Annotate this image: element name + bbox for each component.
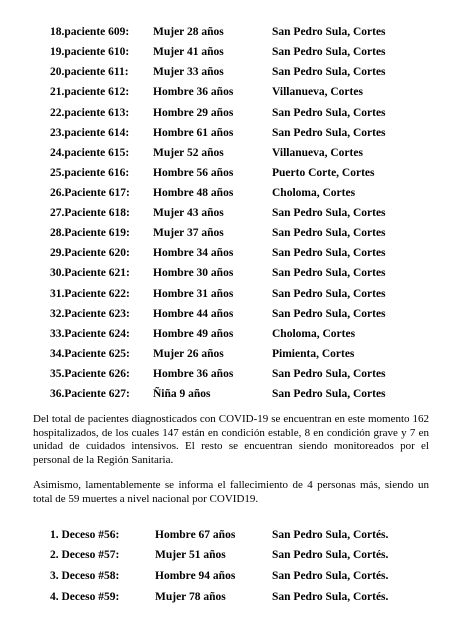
patient-desc: Hombre 30 años [153, 267, 234, 279]
patient-place: San Pedro Sula, Cortes [272, 288, 386, 300]
patient-desc: Mujer 33 años [153, 66, 224, 78]
patient-desc: Hombre 29 años [153, 107, 234, 119]
patient-id: 29.Paciente 620: [50, 247, 130, 259]
patient-desc: Hombre 36 años [153, 86, 234, 98]
patient-place: San Pedro Sula, Cortes [272, 46, 386, 58]
death-place: San Pedro Sula, Cortés. [272, 591, 389, 603]
patient-id: 34.Paciente 625: [50, 348, 130, 360]
patient-id: 18.paciente 609: [50, 26, 130, 38]
patient-desc: Hombre 31 años [153, 288, 234, 300]
patient-place: San Pedro Sula, Cortes [272, 368, 386, 380]
death-desc: Hombre 94 años [155, 570, 236, 582]
patient-desc: Hombre 61 años [153, 127, 234, 139]
death-id: 3. Deceso #58: [50, 570, 120, 582]
patient-place: San Pedro Sula, Cortes [272, 388, 386, 400]
patient-id: 36.Paciente 627: [50, 388, 130, 400]
patient-place: San Pedro Sula, Cortes [272, 267, 386, 279]
patient-id: 26.Paciente 617: [50, 187, 130, 199]
death-desc: Hombre 67 años [155, 529, 236, 541]
patient-desc: Mujer 41 años [153, 46, 224, 58]
patient-place: San Pedro Sula, Cortes [272, 66, 386, 78]
death-desc: Mujer 78 años [155, 591, 226, 603]
patient-id: 35.Paciente 626: [50, 368, 130, 380]
patient-place: Villanueva, Cortes [272, 147, 363, 159]
patient-place: Pimienta, Cortes [272, 348, 355, 360]
patient-id: 31.Paciente 622: [50, 288, 130, 300]
death-place: San Pedro Sula, Cortés. [272, 549, 389, 561]
patient-id: 20.paciente 611: [50, 66, 129, 78]
patient-place: San Pedro Sula, Cortes [272, 207, 386, 219]
patient-place: Puerto Corte, Cortes [272, 167, 375, 179]
patient-desc: Hombre 44 años [153, 308, 234, 320]
patient-place: San Pedro Sula, Cortes [272, 308, 386, 320]
patient-desc: Hombre 48 años [153, 187, 234, 199]
patient-id: 19.paciente 610: [50, 46, 130, 58]
patient-id: 23.paciente 614: [50, 127, 130, 139]
patient-desc: Mujer 37 años [153, 227, 224, 239]
death-id: 4. Deceso #59: [50, 591, 120, 603]
patient-desc: Mujer 26 años [153, 348, 224, 360]
patient-desc: Hombre 36 años [153, 368, 234, 380]
patient-id: 27.Paciente 618: [50, 207, 130, 219]
patient-id: 21.paciente 612: [50, 86, 130, 98]
patient-place: San Pedro Sula, Cortes [272, 107, 386, 119]
hospitalization-paragraph: Del total de pacientes diagnosticados con COVID-19 se encuentran en este momento 162 hospitalizados, de los cuales 147 están en condición estable, 8 en condición grave y 7 en unidad de cuidados intensivos. El resto se encuentran siendo monitoreados por el personal de la Región Sanitaria. [33, 413, 429, 466]
patient-id: 25.paciente 616: [50, 167, 130, 179]
death-id: 2. Deceso #57: [50, 549, 120, 561]
patient-desc: Hombre 49 años [153, 328, 234, 340]
patient-place: San Pedro Sula, Cortes [272, 26, 386, 38]
patient-desc: Mujer 52 años [153, 147, 224, 159]
patient-place: San Pedro Sula, Cortes [272, 247, 386, 259]
patient-desc: Hombre 56 años [153, 167, 234, 179]
patient-place: Choloma, Cortes [272, 328, 356, 340]
patient-id: 32.Paciente 623: [50, 308, 130, 320]
patient-id: 33.Paciente 624: [50, 328, 130, 340]
death-place: San Pedro Sula, Cortés. [272, 529, 389, 541]
patient-id: 24.paciente 615: [50, 147, 130, 159]
deaths-paragraph: Asimismo, lamentablemente se informa el fallecimiento de 4 personas más, siendo un total de 59 muertes a nivel nacional por COVID19. [33, 479, 429, 505]
patient-id: 22.paciente 613: [50, 107, 130, 119]
death-id: 1. Deceso #56: [50, 529, 120, 541]
patient-id: 28.Paciente 619: [50, 227, 130, 239]
death-desc: Mujer 51 años [155, 549, 226, 561]
patient-place: San Pedro Sula, Cortes [272, 227, 386, 239]
patient-desc: Mujer 28 años [153, 26, 224, 38]
patient-place: San Pedro Sula, Cortes [272, 127, 386, 139]
patient-place: Choloma, Cortes [272, 187, 356, 199]
patient-id: 30.Paciente 621: [50, 267, 130, 279]
patient-place: Villanueva, Cortes [272, 86, 363, 98]
death-place: San Pedro Sula, Cortés. [272, 570, 389, 582]
patient-desc: Hombre 34 años [153, 247, 234, 259]
patient-desc: Mujer 43 años [153, 207, 224, 219]
patient-desc: Ñiña 9 años [153, 388, 211, 400]
